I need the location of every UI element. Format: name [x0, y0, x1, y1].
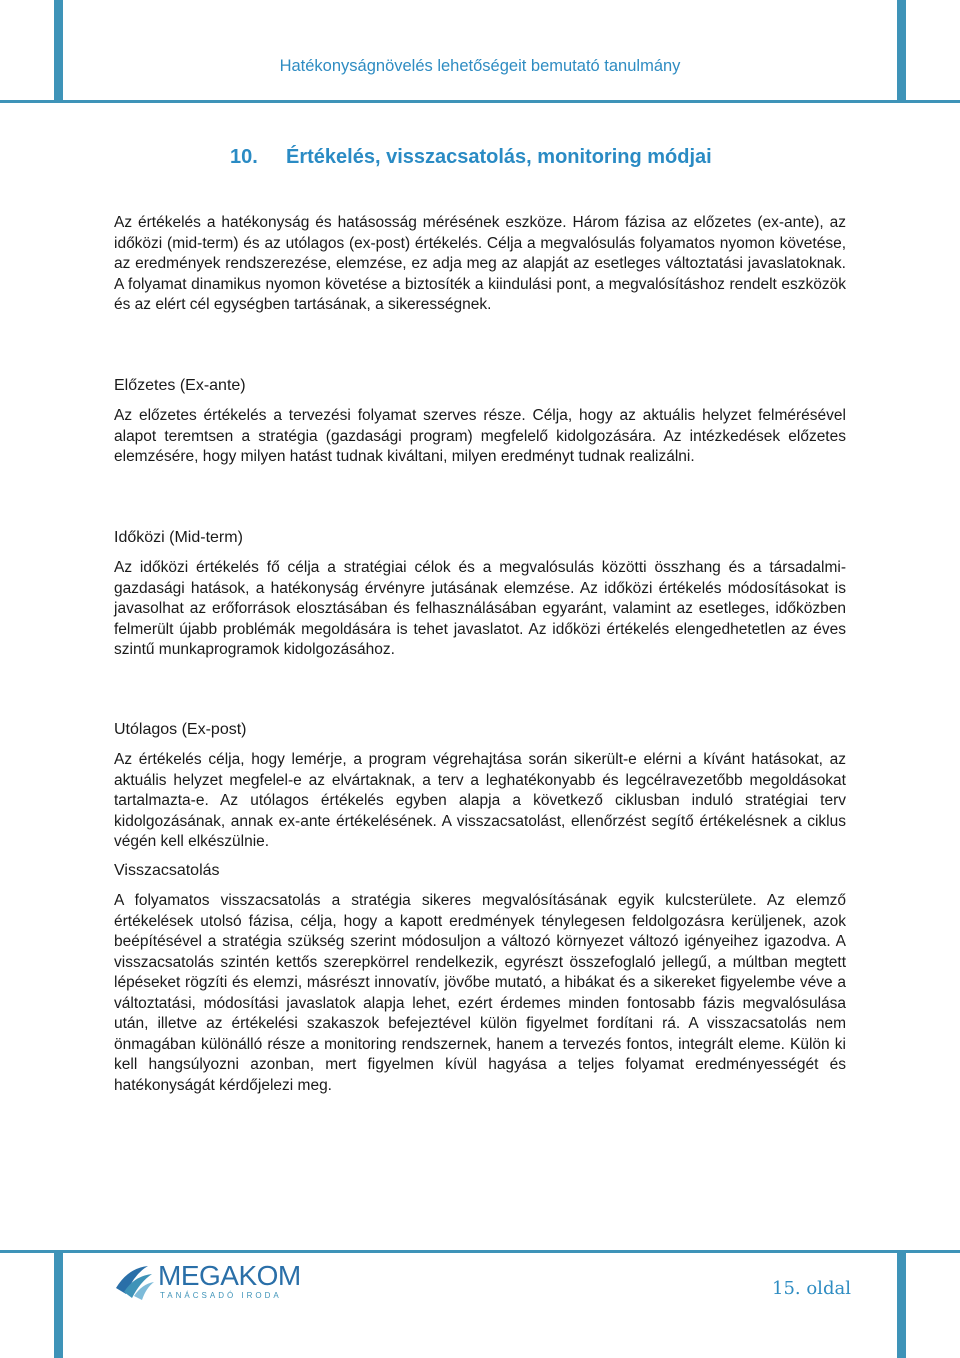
expost-paragraph: Az értékelés célja, hogy lemérje, a program végrehajtása során sikerült-e elérni a kívánt hatásokat, az aktuális helyzet megfelel-e az elvártaknak, a terv a leghatékonyabb és legcélravezetőbb megoldásokat tartalmazta-e. Az utólagos értékelés egyben alapja a következő ciklusban induló stratégiai terv kidolgozásának, annak ex-ante értékelésének. A visszacsatolást, ellenőrzést segítő értékelésnek a ciklus végén kell elkészülnie.: [114, 751, 846, 850]
header-right-bar: [897, 0, 906, 100]
footer-right-bar: [897, 1253, 906, 1358]
subheading-midterm: Időközi (Mid-term): [114, 529, 243, 546]
exante-paragraph: Az előzetes értékelés a tervezési folyamat szerves része. Célja, hogy az aktuális helyzet felmérésével alapot teremtsen a stratégia (gazdasági program) megfelelő kidolgozására. Az intézkedések előzetes elemzésére, hogy milyen hatást tudnak kiváltani, milyen eredményt tudnak realizálni.: [114, 407, 846, 465]
subheading-expost: Utólagos (Ex-post): [114, 721, 247, 738]
logo-name: MEGAKOM: [158, 1260, 301, 1291]
intro-paragraph: Az értékelés a hatékonyság és hatásosság mérésének eszköze. Három fázisa az előzetes (ex-ante), az időközi (mid-term) és az utólagos (ex-post) értékelés. Célja a megvalósulás folyamatos nyomon követése, az eredmények rendszerezése, elemzése, ez adja meg az alapját az esetleges változtatási javaslatoknak. A folyamat dinamikus nyomon követése a biztosíték a kiindulási pont, a megvalósításhoz rendelt eszközök és az elért cél egységben tartásának, a sikerességnek.: [114, 214, 846, 313]
section-heading: [230, 146, 712, 169]
logo-swoosh-icon: [114, 1260, 156, 1300]
section-title: Értékelés, visszacsatolás, monitoring módjai: [286, 146, 712, 168]
midterm-paragraph: Az időközi értékelés fő célja a stratégiai célok és a megvalósulás közötti összhang és a társadalmi-gazdasági hatások, a hatékonyság érvényre jutásának elemzése. Az időközi értékelés módosításokat is javasolhat az erőforrások elosztásában és felhasználásában egyaránt, valamint az esetleges, időközben felmerült újabb problémák megoldására is tehet javaslatot. Az időközi értékelés elengedhetetlen az éves szintű munkaprogramok kidolgozásához.: [114, 559, 846, 658]
subheading-exante: Előzetes (Ex-ante): [114, 377, 246, 394]
running-header: Hatékonyságnövelés lehetőségeit bemutató tanulmány: [279, 57, 681, 75]
section-number: 10.: [230, 146, 258, 168]
footer-left-bar: [54, 1253, 63, 1358]
header-divider: [0, 100, 960, 103]
company-logo: [114, 1258, 301, 1302]
logo-subtitle: TANÁCSADÓ IRODA: [160, 1291, 282, 1300]
subheading-feedback: Visszacsatolás: [114, 862, 220, 879]
feedback-paragraph: A folyamatos visszacsatolás a stratégia sikeres megvalósításának egyik kulcsterülete. Az elemző értékelések utolsó fázisa, célja, hogy a kapott eredmények ténylegesen feldolgozásra kerüljenek, azok beépítésével a stratégia szükség szerint módosuljon a változó környezet változó igényeihez igazodva. A visszacsatolás szintén kettős szerepkörrel rendelkezik, egyrészt összefoglaló jellegű, a múltban megtett lépéseket rögzíti és elemzi, másrészt innovatív, jövőbe mutató, a hibákat és a sikereket figyelembe véve a változtatási, módosítási javaslatok alapja lehet, ezért érdemes minden fontosabb fázis megvalósulása után, illetve az értékelési szakaszok befejeztével külön figyelmet fordítani rá. A visszacsatolás nem önmagában különálló része a monitoring rendszernek, hanem a tervezés fontos, integrált eleme. Külön ki kell hangsúlyozni azonban, mert figyelmen kívül hagyása a teljes folyamat eredményességét és hatékonyságát kérdőjelezi meg.: [114, 892, 846, 1094]
header-left-bar: [54, 0, 63, 100]
page-number: 15. oldal: [772, 1278, 851, 1299]
footer-divider: [0, 1250, 960, 1253]
